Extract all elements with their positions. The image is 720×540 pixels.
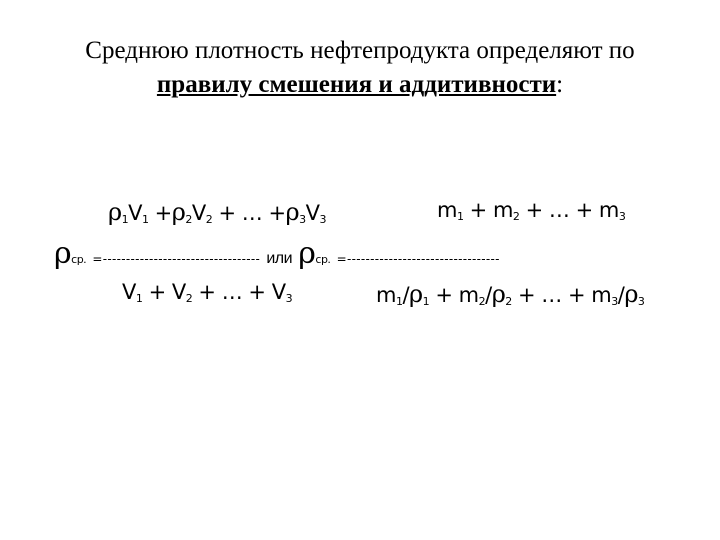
- slash: /: [402, 283, 410, 307]
- rho-symbol: ρ: [491, 280, 506, 308]
- mass-symbol: m: [591, 283, 612, 307]
- mass-symbol: m: [458, 283, 479, 307]
- rho-avg-symbol: ρ: [54, 236, 72, 271]
- ellipsis: …: [241, 201, 263, 225]
- volume-symbol: V: [128, 201, 142, 225]
- rho-symbol: ρ: [171, 198, 186, 226]
- denominator-right: [376, 280, 644, 308]
- plus-sign: +: [154, 201, 172, 225]
- subscript: 1: [135, 292, 143, 305]
- volume-symbol: V: [122, 280, 136, 304]
- subscript: 2: [185, 213, 192, 226]
- plus-sign: +: [435, 283, 453, 307]
- fraction-row: [54, 236, 500, 271]
- subscript: 1: [121, 213, 129, 226]
- heading: [0, 34, 720, 102]
- slash: /: [617, 283, 625, 307]
- ellipsis: …: [541, 283, 562, 307]
- subscript: 3: [319, 213, 327, 226]
- heading-emphasis: правилу смешения и аддитивности: [156, 71, 557, 98]
- avg-subscript: ср.: [71, 253, 87, 266]
- rho-avg-symbol: ρ: [298, 236, 316, 271]
- ellipsis: …: [221, 280, 243, 304]
- rho-symbol: ρ: [624, 280, 638, 308]
- rho-symbol: ρ: [285, 198, 300, 226]
- fraction-bar-left: ----------------------------------: [102, 252, 261, 266]
- plus-sign: +: [218, 201, 236, 225]
- heading-line-1: Среднюю плотность нефтепродукта определяют по: [85, 37, 635, 64]
- plus-sign: +: [248, 280, 266, 304]
- volume-symbol: V: [191, 201, 206, 225]
- plus-sign: +: [567, 283, 586, 307]
- subscript: 3: [285, 292, 293, 305]
- subscript: 2: [205, 213, 213, 226]
- plus-sign: +: [148, 280, 166, 304]
- heading-colon: :: [556, 71, 564, 98]
- subscript: 3: [637, 295, 645, 308]
- plus-sign: +: [525, 198, 543, 222]
- subscript: 1: [395, 295, 403, 308]
- rho-symbol: ρ: [409, 280, 423, 308]
- mass-symbol: m: [492, 198, 513, 222]
- subscript: 2: [512, 210, 520, 223]
- numerator-left: [108, 198, 326, 226]
- plus-sign: +: [198, 280, 216, 304]
- subscript: 3: [611, 295, 618, 308]
- heading-line-2: [0, 68, 720, 102]
- plus-sign: +: [575, 198, 593, 222]
- volume-symbol: V: [271, 280, 286, 304]
- plus-sign: +: [469, 198, 487, 222]
- denominator-left: [122, 280, 292, 305]
- slash: /: [485, 283, 492, 307]
- subscript: 3: [299, 213, 306, 226]
- plus-sign: +: [268, 201, 286, 225]
- subscript: 2: [505, 295, 512, 308]
- volume-symbol: V: [305, 201, 320, 225]
- subscript: 3: [618, 210, 626, 223]
- or-word: или: [266, 250, 293, 267]
- subscript: 1: [456, 210, 464, 223]
- rho-symbol: ρ: [108, 198, 122, 226]
- avg-subscript: ср.: [315, 253, 331, 266]
- subscript: 1: [141, 213, 149, 226]
- volume-symbol: V: [171, 280, 186, 304]
- subscript: 1: [422, 295, 430, 308]
- ellipsis: …: [548, 198, 570, 222]
- equals-sign: =: [92, 252, 103, 266]
- mass-symbol: m: [376, 283, 396, 307]
- mass-symbol: m: [598, 198, 619, 222]
- plus-sign: +: [517, 283, 536, 307]
- subscript: 2: [478, 295, 486, 308]
- equals-sign: =: [336, 252, 347, 266]
- subscript: 2: [185, 292, 193, 305]
- mass-symbol: m: [437, 198, 457, 222]
- fraction-bar-right: ---------------------------------: [346, 252, 500, 266]
- numerator-right: [437, 198, 625, 223]
